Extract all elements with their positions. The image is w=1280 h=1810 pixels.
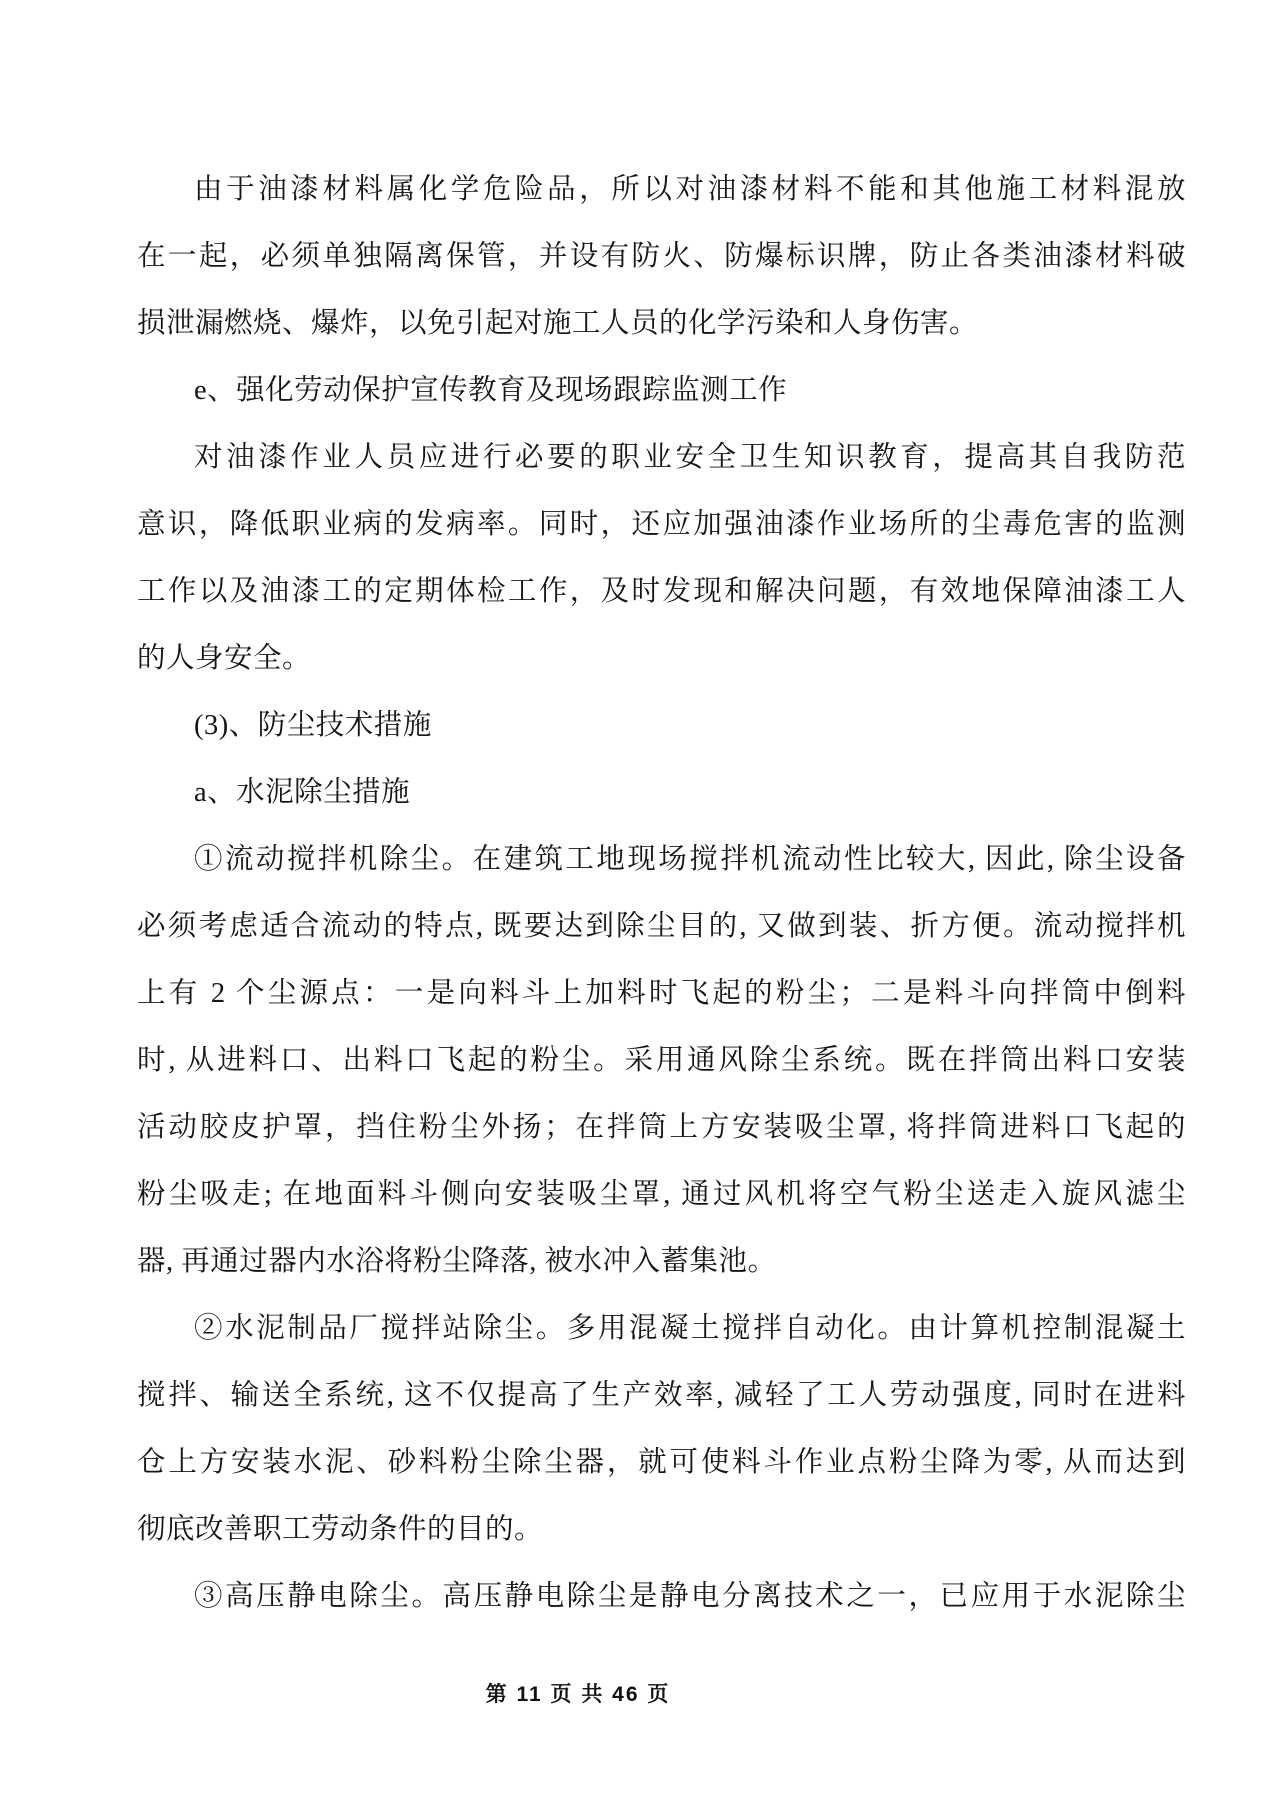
- heading-line: (3)、防尘技术措施: [194, 710, 432, 741]
- text-line: 粉尘吸走; 在地面料斗侧向安装吸尘罩, 通过风机将空气粉尘送走入旋风滤尘: [137, 1179, 1186, 1210]
- text-line: 损泄漏燃烧、爆炸，以免引起对施工人员的化学污染和人身伤害。: [137, 308, 979, 339]
- text-line: 在一起，必须单独隔离保管，并设有防火、防爆标识牌，防止各类油漆材料破: [137, 241, 1186, 272]
- text-line: 搅拌、输送全系统, 这不仅提高了生产效率, 减轻了工人劳动强度, 同时在进料: [137, 1380, 1186, 1411]
- page-number-footer: 第 11 页 共 46 页: [485, 1683, 671, 1706]
- text-line: 的人身安全。: [137, 643, 312, 674]
- text-line: ①流动搅拌机除尘。在建筑工地现场搅拌机流动性比较大, 因此, 除尘设备: [194, 844, 1186, 875]
- text-line: ③高压静电除尘。高压静电除尘是静电分离技术之一，已应用于水泥除尘: [194, 1581, 1186, 1612]
- text-line: 时, 从进料口、出料口飞起的粉尘。采用通风除尘系统。既在拌筒出料口安装: [137, 1045, 1186, 1076]
- text-line: 上有 2 个尘源点：一是向料斗上加料时飞起的粉尘；二是料斗向拌筒中倒料: [137, 978, 1186, 1009]
- heading-line: e、强化劳动保护宣传教育及现场跟踪监测工作: [194, 375, 788, 406]
- text-line: 由于油漆材料属化学危险品，所以对油漆材料不能和其他施工材料混放: [194, 174, 1186, 205]
- text-line: ②水泥制品厂搅拌站除尘。多用混凝土搅拌自动化。由计算机控制混凝土: [194, 1313, 1186, 1344]
- text-line: 活动胶皮护罩，挡住粉尘外扬；在拌筒上方安装吸尘罩, 将拌筒进料口飞起的: [137, 1112, 1186, 1143]
- text-line: 器, 再通过器内水浴将粉尘降落, 被水冲入蓄集池。: [137, 1246, 777, 1277]
- text-line: 意识，降低职业病的发病率。同时，还应加强油漆作业场所的尘毒危害的监测: [137, 509, 1186, 540]
- heading-line: a、水泥除尘措施: [194, 777, 411, 808]
- text-line: 仓上方安装水泥、砂料粉尘除尘器，就可使料斗作业点粉尘降为零, 从而达到: [137, 1447, 1186, 1478]
- text-line: 必须考虑适合流动的特点, 既要达到除尘目的, 又做到装、折方便。流动搅拌机: [137, 911, 1186, 942]
- text-line: 工作以及油漆工的定期体检工作，及时发现和解决问题，有效地保障油漆工人: [137, 576, 1186, 607]
- text-line: 对油漆作业人员应进行必要的职业安全卫生知识教育，提高其自我防范: [194, 442, 1186, 473]
- document-body: [137, 156, 1186, 1630]
- text-line: 彻底改善职工劳动条件的目的。: [137, 1514, 544, 1545]
